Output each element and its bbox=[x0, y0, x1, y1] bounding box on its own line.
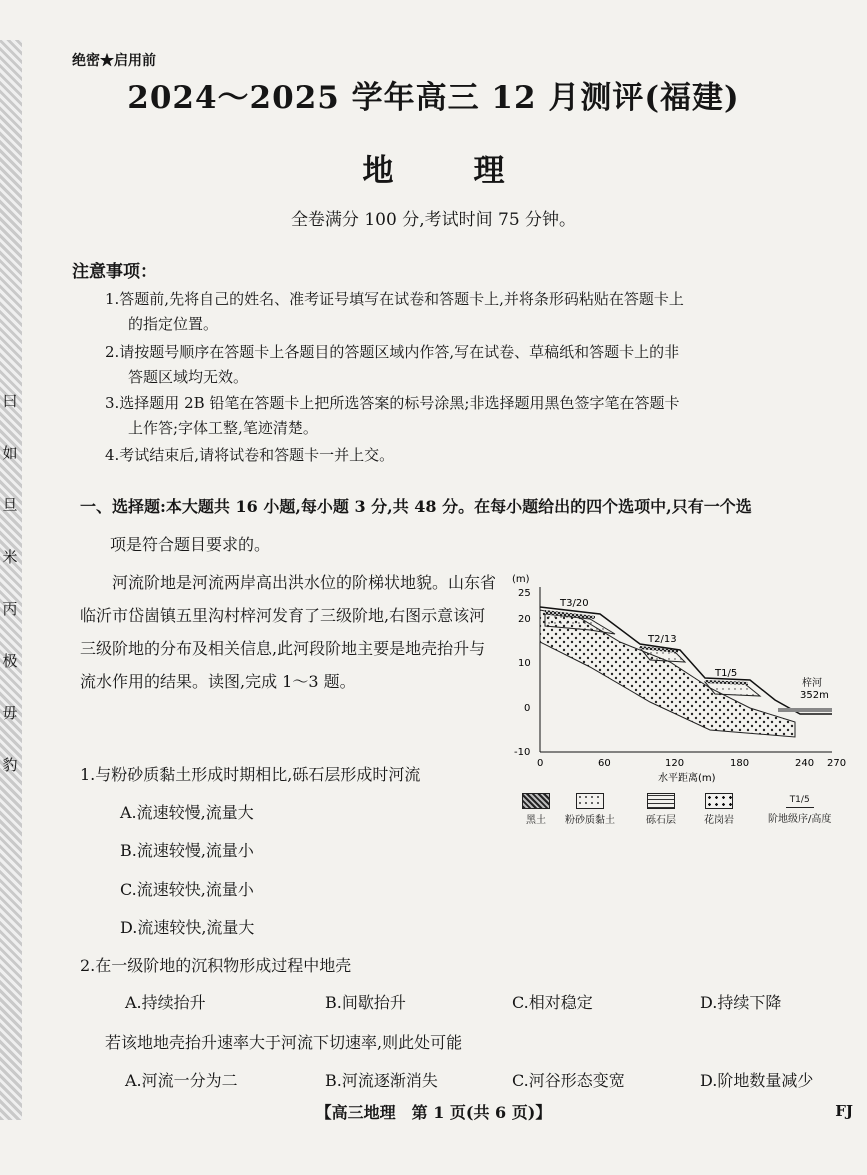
edge-char: 极 bbox=[2, 652, 18, 670]
legend-swatch bbox=[705, 793, 733, 809]
y-tick: -10 bbox=[514, 747, 531, 758]
y-tick: 20 bbox=[518, 614, 531, 625]
y-tick: 25 bbox=[518, 588, 531, 599]
edge-char: 豹 bbox=[2, 756, 18, 774]
legend-item-terrace-order bbox=[768, 793, 831, 825]
river-elevation: 352m bbox=[800, 690, 829, 701]
x-axis-label: 水平距离(m) bbox=[658, 773, 716, 784]
question-2-option-d[interactable]: D.持续下降 bbox=[700, 993, 782, 1012]
binding-edge-marks bbox=[2, 390, 18, 806]
subject-title: 地理 bbox=[362, 153, 585, 189]
notice-item-3: 3.选择题用 2B 铅笔在答题卡上把所选答案的标号涂黑;非选择题用黑色签字笔在答题卡 bbox=[105, 394, 680, 412]
y-axis-unit: (m) bbox=[512, 574, 530, 585]
question-2-option-c[interactable]: C.相对稳定 bbox=[512, 993, 593, 1012]
exam-title: 2024～2025 学年高三 12 月测评(福建) bbox=[127, 80, 740, 116]
terrace-label-t2: T2/13 bbox=[648, 634, 677, 645]
y-tick: 10 bbox=[518, 658, 531, 669]
legend-item-gravel bbox=[646, 793, 676, 826]
x-tick: 0 bbox=[537, 758, 544, 769]
question-3-stem: 若该地地壳抬升速率大于河流下切速率,则此处可能 bbox=[105, 1033, 463, 1052]
question-1-option-c[interactable]: C.流速较快,流量小 bbox=[120, 880, 254, 899]
question-2-option-b[interactable]: B.间歇抬升 bbox=[325, 993, 406, 1012]
edge-char: 如 bbox=[2, 444, 18, 462]
edge-char: 曰 bbox=[2, 392, 18, 410]
question-3-option-b[interactable]: B.河流逐渐消失 bbox=[325, 1071, 438, 1090]
edge-char: 丙 bbox=[2, 600, 18, 618]
legend-item-silt-clay bbox=[565, 793, 615, 826]
x-tick: 180 bbox=[730, 758, 750, 769]
notice-item-1: 1.答题前,先将自己的姓名、准考证号填写在试卷和答题卡上,并将条形码粘贴在答题卡上 bbox=[105, 290, 684, 308]
question-2-stem: 2.在一级阶地的沉积物形成过程中地壳 bbox=[80, 956, 352, 975]
notice-heading: 注意事项： bbox=[72, 262, 157, 282]
x-tick: 240 bbox=[795, 758, 815, 769]
question-3-option-c[interactable]: C.河谷形态变宽 bbox=[512, 1071, 625, 1090]
notice-item-2-cont: 答题区域均无效。 bbox=[128, 368, 249, 386]
question-1-option-a[interactable]: A.流速较慢,流量大 bbox=[120, 803, 254, 822]
legend-swatch: T1/5 bbox=[786, 793, 814, 808]
y-tick: 0 bbox=[524, 703, 531, 714]
terrace-label-t1: T1/5 bbox=[715, 668, 738, 679]
section-heading: 一、选择题:本大题共 16 小题,每小题 3 分,共 48 分。在每小题给出的四个选项中,只有一个选 bbox=[80, 497, 752, 516]
x-tick: 270 bbox=[827, 758, 847, 769]
terrace-profile-figure bbox=[510, 572, 855, 787]
legend-label: 花岗岩 bbox=[704, 815, 734, 826]
notice-item-3-cont: 上作答;字体工整,笔迹清楚。 bbox=[128, 419, 318, 437]
legend-item-granite bbox=[704, 793, 734, 826]
x-tick: 60 bbox=[598, 758, 611, 769]
secret-label: 绝密★启用前 bbox=[72, 53, 156, 69]
page-footer: 【高三地理 第 1 页(共 6 页)】 bbox=[315, 1103, 552, 1122]
river-label: 梓河 bbox=[802, 678, 822, 689]
section-heading-cont: 项是符合题目要求的。 bbox=[110, 535, 271, 554]
legend-label: 黑土 bbox=[526, 815, 546, 826]
notice-item-1-cont: 的指定位置。 bbox=[128, 315, 219, 333]
question-3-option-d[interactable]: D.阶地数量减少 bbox=[700, 1071, 814, 1090]
region-code: FJ bbox=[835, 1102, 853, 1120]
question-2-option-a[interactable]: A.持续抬升 bbox=[125, 993, 206, 1012]
edge-char: 旦 bbox=[2, 496, 18, 514]
edge-char: 毋 bbox=[2, 704, 18, 722]
question-1-option-d[interactable]: D.流速较快,流量大 bbox=[120, 918, 255, 937]
legend-swatch bbox=[647, 793, 675, 809]
legend-label: 阶地级序/高度 bbox=[768, 814, 832, 825]
x-tick: 120 bbox=[665, 758, 685, 769]
legend-label: 砾石层 bbox=[646, 815, 676, 826]
legend-item-black-soil bbox=[522, 793, 550, 826]
legend-label: 粉砂质黏土 bbox=[565, 815, 615, 826]
notice-item-2: 2.请按题号顺序在答题卡上各题目的答题区域内作答,写在试卷、草稿纸和答题卡上的非 bbox=[105, 343, 680, 361]
river-water bbox=[778, 708, 832, 712]
score-info: 全卷满分 100 分,考试时间 75 分钟。 bbox=[290, 210, 577, 230]
notice-item-4: 4.考试结束后,请将试卷和答题卡一并上交。 bbox=[105, 446, 395, 464]
terrace-label-t3: T3/20 bbox=[560, 598, 589, 609]
question-1-stem: 1.与粉砂质黏土形成时期相比,砾石层形成时河流 bbox=[80, 765, 421, 784]
passage-text: 河流阶地是河流两岸高出洪水位的阶梯状地貌。山东省临沂市岱崮镇五里沟村梓河发育了三级阶地,右图示意该河三级阶地的分布及相关信息,此河段阶地主要是地壳抬升与流水作用的结果。读图,完成 1～3 题。 bbox=[80, 573, 497, 691]
question-1-option-b[interactable]: B.流速较慢,流量小 bbox=[120, 841, 254, 860]
legend-swatch bbox=[576, 793, 604, 809]
legend-swatch bbox=[522, 793, 550, 809]
edge-char: 米 bbox=[2, 548, 18, 566]
question-3-option-a[interactable]: A.河流一分为二 bbox=[125, 1071, 238, 1090]
